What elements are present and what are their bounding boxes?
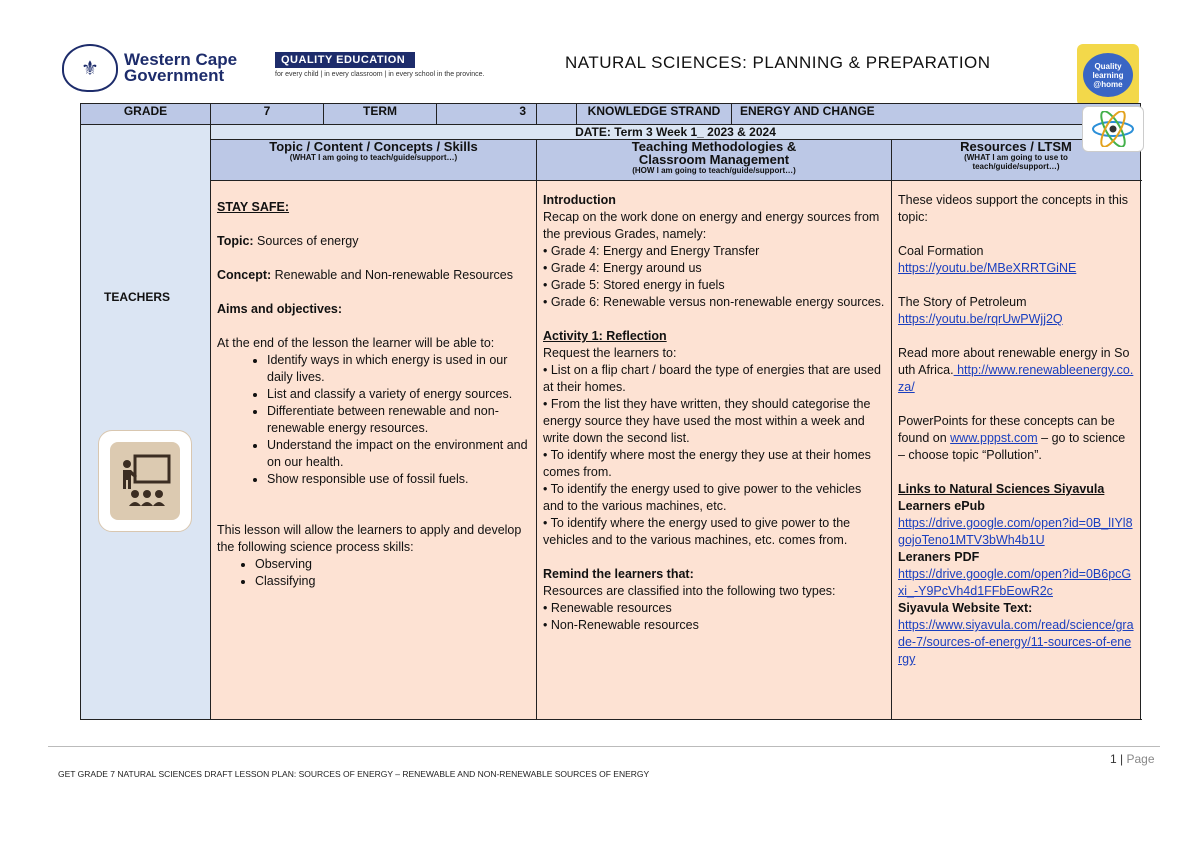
col1-content	[211, 181, 537, 720]
list-item: • List on a flip chart / board the type of energies that are used at their homes.	[543, 362, 885, 396]
list-item: • Grade 6: Renewable versus non-renewable energy sources.	[543, 294, 885, 311]
list-item: • Show responsible use of fossil fuels.	[267, 471, 530, 488]
list-item: • Renewable resources	[543, 600, 885, 617]
coal-link[interactable]: https://youtu.be/MBeXRRTGiNE	[898, 261, 1077, 275]
topic-line: Topic: Sources of energy	[217, 234, 359, 248]
wcg-line2: Government	[124, 66, 225, 85]
pppst-link[interactable]: www.pppst.com	[950, 431, 1038, 445]
document-title: NATURAL SCIENCES: PLANNING & PREPARATION	[565, 53, 991, 72]
col2-header	[537, 140, 892, 181]
ppt-text: PowerPoints for these concepts can be found on www.pppst.com – go to science – choose topic “Pollution”.	[898, 414, 1126, 462]
planning-table	[80, 103, 1141, 720]
col3-title: Resources / LTSM	[960, 139, 1072, 154]
list-item: • To identify where the energy used to give power to the vehicles and to the various machines, etc. comes from.	[543, 515, 885, 549]
quality-learning-home-logo	[1077, 44, 1139, 106]
remind-heading: Remind the learners that:	[543, 567, 694, 581]
aims-intro: At the end of the lesson the learner will be able to:	[217, 336, 495, 350]
coal-title: Coal Formation	[898, 244, 984, 258]
term-label: TERM	[324, 104, 437, 125]
introduction-text: Recap on the work done on energy and energy sources from the previous Grades, namely:	[543, 210, 880, 241]
list-item: • Grade 4: Energy around us	[543, 260, 885, 277]
types-list	[543, 600, 885, 634]
resources-intro: These videos support the concepts in this topic:	[898, 193, 1128, 224]
col2-subtitle: (HOW I am going to teach/guide/support…)	[632, 166, 796, 175]
objectives-list	[217, 352, 530, 488]
side-column	[81, 125, 211, 720]
page-number: 1 | Page	[1110, 752, 1155, 766]
website-label: Siyavula Website Text:	[898, 601, 1033, 615]
term-value: 3	[437, 104, 537, 125]
pdf-label: Leraners PDF	[898, 550, 980, 564]
list-item: • Grade 4: Energy and Energy Transfer	[543, 243, 885, 260]
website-link[interactable]: https://www.siyavula.com/read/science/grade-7/sources-of-energy/11-sources-of-energy	[898, 618, 1134, 666]
remind-text: Resources are classified into the following two types:	[543, 584, 836, 598]
col2-content	[537, 181, 892, 720]
read-more: Read more about renewable energy in South Africa. http://www.renewableenergy.co.za/	[898, 346, 1134, 394]
stay-safe: STAY SAFE:	[217, 200, 290, 214]
petroleum-link[interactable]: https://youtu.be/rqrUwPWjj2Q	[898, 312, 1063, 326]
skills-list	[217, 556, 530, 590]
list-item: • From the list they have written, they should categorise the energy source they have used the most within a week and write down the second list.	[543, 396, 885, 447]
list-item: • Understand the impact on the environment and on our health.	[267, 437, 530, 471]
list-item: • List and classify a variety of energy sources.	[267, 386, 530, 403]
teachers-label: TEACHERS	[104, 290, 171, 304]
list-item: • Identify ways in which energy is used in our daily lives.	[267, 352, 530, 386]
activity-list	[543, 362, 885, 549]
list-item: • Observing	[255, 556, 530, 573]
qe-subline: for every child | in every classroom | in every school in the province.	[275, 71, 485, 78]
quality-education-logo	[275, 52, 484, 78]
col1-title: Topic / Content / Concepts / Skills	[269, 139, 478, 154]
grades-list	[543, 243, 885, 311]
pdf-link[interactable]: https://drive.google.com/open?id=0B6pcGxi_-Y9PcVh4d1FFbEowR2c	[898, 567, 1132, 598]
activity-heading: Activity 1: Reflection	[543, 329, 667, 343]
list-item: • To identify the energy used to give power to the vehicles and to the various machines, etc.	[543, 481, 885, 515]
list-item: • To identify where most the energy they use at their homes comes from.	[543, 447, 885, 481]
list-item: • Non-Renewable resources	[543, 617, 885, 634]
renewable-link[interactable]: http://www.renewableenergy.co.za/	[898, 363, 1134, 394]
footer-text: GET GRADE 7 NATURAL SCIENCES DRAFT LESSON PLAN: SOURCES OF ENERGY – RENEWABLE AND NON-RENEWABLE SOURCES OF ENERGY	[58, 769, 650, 779]
aims-heading: Aims and objectives:	[217, 302, 343, 316]
atom-icon	[1082, 106, 1144, 152]
list-item: • Differentiate between renewable and non-renewable energy resources.	[267, 403, 530, 437]
strand-label: KNOWLEDGE STRAND	[577, 104, 732, 125]
grade-label: GRADE	[81, 104, 211, 125]
col3-subtitle1: (WHAT I am going to use to	[964, 153, 1068, 162]
col1-subtitle: (WHAT I am going to teach/guide/support…)	[289, 153, 458, 162]
list-item: • Grade 5: Stored energy in fuels	[543, 277, 885, 294]
skills-intro: This lesson will allow the learners to apply and develop the following science process skills:	[217, 523, 522, 554]
col3-content	[892, 181, 1141, 720]
wcg-line1: Western Cape	[124, 50, 238, 69]
col3-subtitle2: teach/guide/support…)	[972, 162, 1060, 171]
strand-value: ENERGY AND CHANGE	[732, 104, 1141, 125]
qe-label: QUALITY EDUCATION	[275, 52, 415, 68]
page-header	[0, 0, 1200, 105]
col1-header	[211, 140, 537, 181]
crest-icon: ⚜	[62, 44, 118, 92]
footer-divider	[48, 746, 1160, 747]
epub-label: Learners ePub	[898, 499, 985, 513]
introduction-heading: Introduction	[543, 193, 616, 207]
grade-value: 7	[211, 104, 324, 125]
petroleum-title: The Story of Petroleum	[898, 295, 1027, 309]
col2-title2: Classroom Management	[638, 152, 790, 167]
concept-line: Concept: Renewable and Non-renewable Resources	[217, 268, 513, 282]
siyavula-heading: Links to Natural Sciences Siyavula	[898, 482, 1105, 496]
teacher-presentation-icon	[98, 430, 192, 532]
qlh-text: Quality learning @home	[1083, 53, 1133, 97]
col2-title1: Teaching Methodologies &	[631, 139, 797, 154]
activity-intro: Request the learners to:	[543, 346, 677, 360]
epub-link[interactable]: https://drive.google.com/open?id=0B_lIYl8gojoTeno1MTV3bWh4b1U	[898, 516, 1133, 547]
date-row: DATE: Term 3 Week 1_ 2023 & 2024	[211, 125, 1141, 140]
list-item: • Classifying	[255, 573, 530, 590]
wcg-logo	[62, 44, 237, 92]
